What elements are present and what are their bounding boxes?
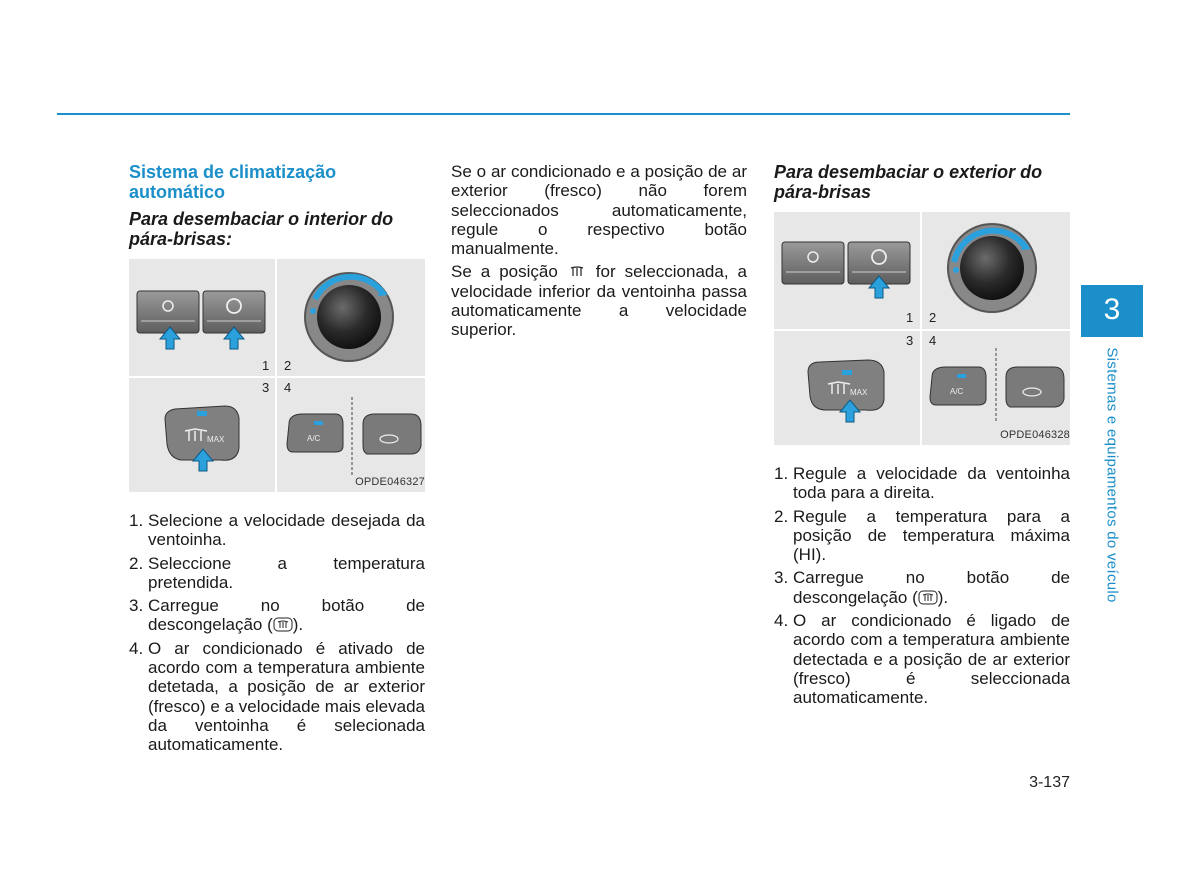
top-rule [57,113,1070,115]
figure-interior-defog [129,259,425,492]
svg-text:A/C: A/C [950,387,964,396]
figure-code: OPDE046328 [1000,429,1070,441]
right-column [774,162,1070,712]
temperature-knob-icon [305,273,393,361]
svg-text:MAX: MAX [207,435,225,444]
paragraph: Se o ar condicionado e a posição de ar exterior (fresco) não forem seleccionados automaticamente, regule o respectivo botão manualmente. [451,162,747,259]
list-item: 4. O ar condicionado é ativado de acordo com a temperatura ambiente detetada, a posição de ar exterior (fresco) e a velocidade mais elevada da ventoinha é selecionada automaticamente. [129,638,425,755]
panel-number: 4 [929,333,937,348]
defrost-icon [567,264,587,279]
defrost-icon [808,360,884,410]
list-item: 4. O ar condicionado é ligado de acordo com a temperatura ambiente detectada e a posição de ar exterior (fresco) é seleccionada automaticamente. [774,611,1070,708]
left-column [129,162,425,759]
panel-number: 3 [262,380,270,395]
climate-panel-illustration [774,212,1070,445]
recirculation-icon [1006,367,1064,407]
subtitle-interior: Para desembaciar o interior do pára-brisas: [129,209,394,249]
temperature-knob-icon [948,224,1036,312]
fan-low-icon [137,291,199,333]
figure-code: OPDE046327 [355,476,425,488]
list-item: 3. Carregue no botão de descongelação ( ). [129,596,425,635]
panel-number: 1 [262,358,270,373]
subtitle-exterior: Para desembaciar o exterior do pára-brisas [774,162,1043,202]
chapter-number: 3 [1103,293,1121,326]
pointer-arrow-icon [160,327,244,349]
defrost-icon [273,617,293,632]
panel-number: 1 [906,310,914,325]
recirculation-icon [363,414,421,454]
panel-number: 2 [284,358,292,373]
figure-exterior-defog [774,212,1070,445]
steps-list [129,511,425,755]
panel-number: 3 [906,333,914,348]
paragraph: Se a posição for seleccionada, a velocidade inferior da ventoinha passa automaticamente a velocidade superior. [451,262,747,340]
list-item: 1. Regule a velocidade da ventoinha toda para a direita. [774,464,1070,503]
list-item: 2. Seleccione a temperatura pretendida. [129,553,425,592]
list-item: 3. Carregue no botão de descongelação ( ). [774,568,1070,607]
steps-list [774,464,1070,708]
svg-text:A/C: A/C [307,434,321,443]
section-title: Sistema de climatização automático [129,162,337,202]
middle-column [451,162,747,344]
page-number: 3-137 [1029,774,1070,791]
ac-button-icon [930,367,986,405]
panel-number: 2 [929,310,937,325]
chapter-tab [1081,285,1143,337]
list-item: 2. Regule a temperatura para a posição de temperatura máxima (HI). [774,506,1070,565]
panel-number: 4 [284,380,292,395]
defrost-icon [918,590,938,605]
ac-button-icon [287,414,343,452]
fan-low-icon [782,242,844,284]
list-item: 1. Selecione a velocidade desejada da ventoinha. [129,511,425,550]
climate-panel-illustration [129,259,425,492]
chapter-title: Sistemas e equipamentos do veículo [1103,347,1121,603]
svg-text:MAX: MAX [850,388,868,397]
